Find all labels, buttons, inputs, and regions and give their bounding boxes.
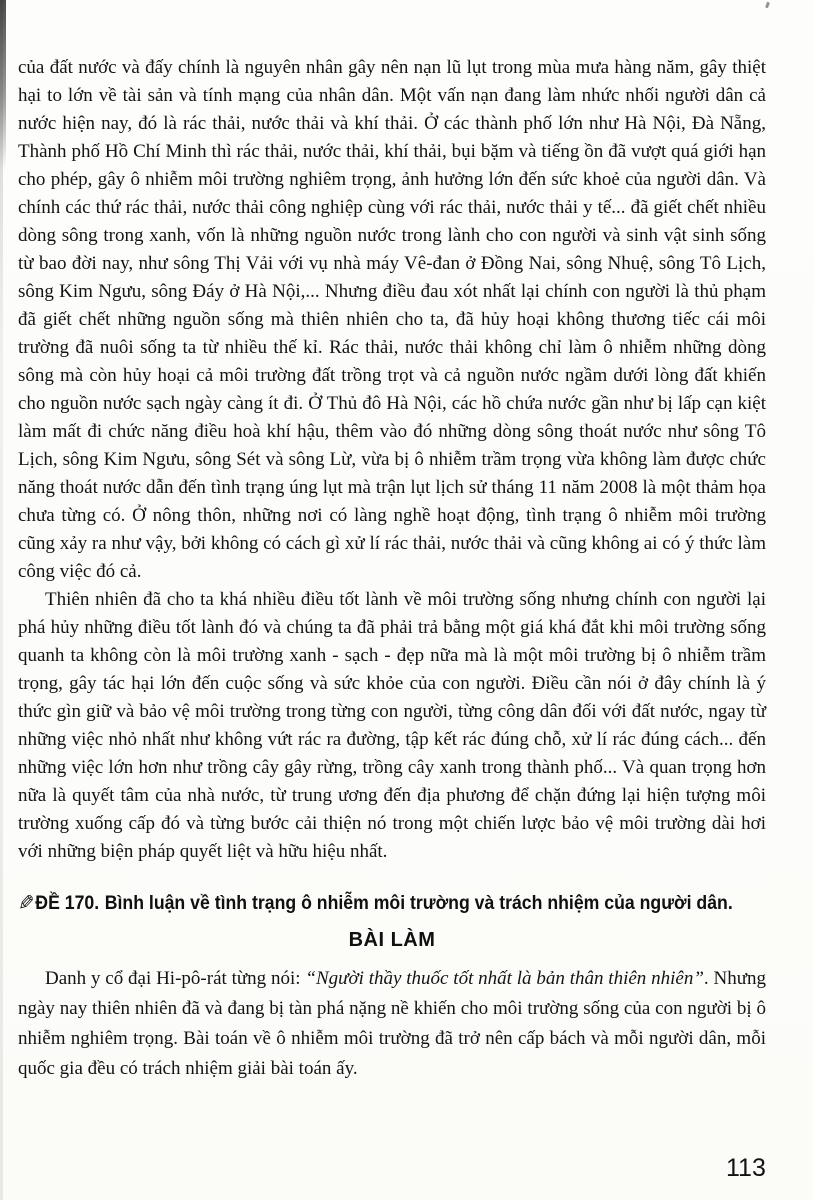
topic-title: Bình luận về tình trạng ô nhiễm môi trường và trách nhiệm của người dân. (104, 893, 733, 914)
pencil-icon: ✎ (18, 891, 35, 915)
page-content (18, 54, 766, 1084)
topic-heading (18, 888, 733, 919)
page-number: 113 (726, 1154, 766, 1182)
essay-paragraph-continued: của đất nước và đấy chính là nguyên nhân gây nên nạn lũ lụt trong mùa mưa hàng năm, gây thiệt hại to lớn về tài sản và tính mạng của nhân dân. Một vấn nạn đang làm nhức nhối người dân cả nước hiện nay, đó là rác thải, nước thải và khí thải. Ở các thành phố lớn như Hà Nội, Đà Nẵng, Thành phố Hồ Chí Minh thì rác thải, nước thải, khí thải, bụi bặm và tiếng ồn đã vượt quá giới hạn cho phép, gây ô nhiễm môi trường nghiêm trọng, ảnh hưởng lớn đến sức khoẻ của người dân. Và chính các thứ rác thải, nước thải công nghiệp cùng với rác thải, nước thải y tế... đã giết chết nhiều dòng sông trong xanh, vốn là những nguồn nước trong lành cho con người và sinh vật sinh sống từ bao đời nay, như sông Thị Vải với vụ nhà máy Vê-đan ở Đồng Nai, sông Nhuệ, sông Tô Lịch, sông Kim Ngưu, sông Đáy ở Hà Nội,... Nhưng điều đau xót nhất lại chính con người là thủ phạm đã giết chết những nguồn sống mà thiên nhiên cho ta, đã hủy hoại không thương tiếc cái môi trường đã nuôi sống ta từ nhiều thế kỉ. Rác thải, nước thải không chỉ làm ô nhiễm những dòng sông mà còn hủy hoại cả môi trường đất trồng trọt và cả nguồn nước ngầm dưới lòng đất khiến cho nguồn nước sạch ngày càng ít đi. Ở Thủ đô Hà Nội, các hồ chứa nước gần như bị lấp cạn kiệt làm mất đi chức năng điều hoà khí hậu, thêm vào đó những dòng sông thoát nước như sông Tô Lịch, sông Kim Ngưu, sông Sét và sông Lừ, vừa bị ô nhiễm trầm trọng vừa không làm được chức năng thoát nước dẫn đến tình trạng úng lụt mà trận lụt lịch sử tháng 11 năm 2008 là một thảm họa chưa từng có. Ở nông thôn, những nơi có làng nghề hoạt động, tình trạng ô nhiễm môi trường cũng xảy ra như vậy, bởi không có cách gì xử lí rác thải, nước thải và cũng không ai có ý thức làm công việc đó cả. (18, 57, 766, 582)
opening-lead-text: Danh y cổ đại Hi-pô-rát từng nói: (45, 968, 306, 989)
scan-edge-shadow (0, 0, 6, 170)
essay-opening-paragraph (18, 964, 766, 1084)
scan-left-edge (0, 0, 3, 1200)
essay-paragraph-conclusion: Thiên nhiên đã cho ta khá nhiều điều tốt lành về môi trường sống nhưng chính con người lại phá hủy những điều tốt lành đó và chúng ta đã phải trả bằng một giá khá đắt khi môi trường sống quanh ta không còn là môi trường xanh - sạch - đẹp nữa mà là một môi trường bị ô nhiễm trầm trọng, gây tác hại lớn đến cuộc sống và sức khỏe của con người. Điều cần nói ở đây chính là ý thức gìn giữ và bảo vệ môi trường trong từng con người, từng công dân đối với đất nước, ngay từ những việc nhỏ nhất như không vứt rác ra đường, tập kết rác đúng chỗ, xử lí rác đúng cách... đến những việc lớn hơn như trồng cây gây rừng, trồng cây xanh trong thành phố... Và quan trọng hơn nữa là quyết tâm của nhà nước, từ trung ương đến địa phương để chặn đứng lại hiện tượng môi trường xuống cấp đó và từng bước cải thiện nó trong một chiến lược bảo vệ môi trường dài hơi với những biện pháp quyết liệt và hữu hiệu nhất. (18, 589, 766, 862)
topic-number: ĐỀ 170. (35, 893, 100, 914)
scan-speck (765, 2, 770, 9)
opening-rest-text: . Nhưng ngày nay thiên nhiên đã và đang bị tàn phá nặng nề khiến cho môi trường sống của con người bị ô nhiễm nghiêm trọng. Bài toán về ô nhiễm môi trường đã trở nên cấp bách và mỗi người dân, mỗi quốc gia đều có trách nhiệm giải bài toán ấy. (18, 968, 766, 1079)
opening-quote-text: “Người thầy thuốc tốt nhất là bản thân thiên nhiên” (305, 968, 704, 989)
bai-lam-heading: BÀI LÀM (348, 929, 436, 951)
